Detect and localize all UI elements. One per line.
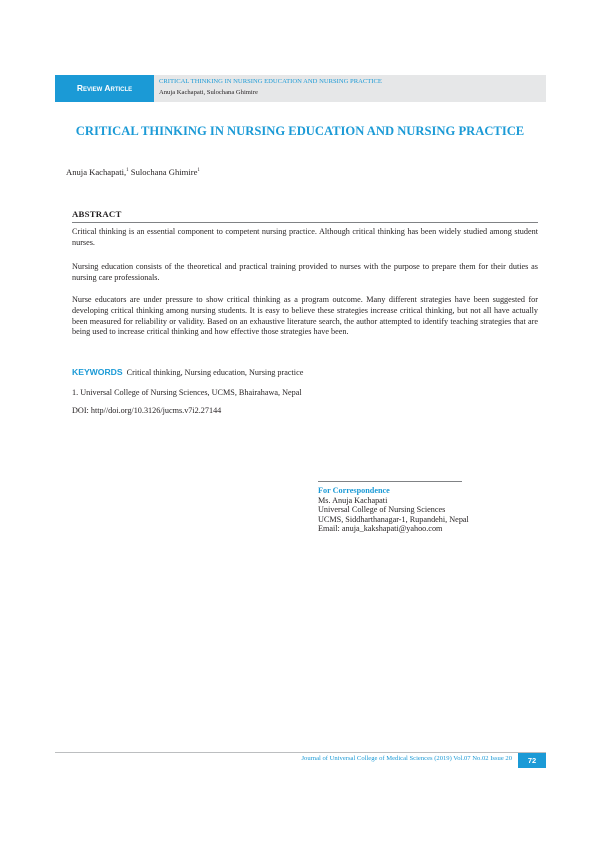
- keywords-label: KEYWORDS: [72, 367, 123, 377]
- abstract-paragraph: Critical thinking is an essential component to competent nursing practice. Although critical thinking has been widely studied among student nurses.: [72, 227, 538, 247]
- running-authors: Anuja Kachapati, Sulochana Ghimire: [159, 89, 258, 96]
- affiliation: 1. Universal College of Nursing Sciences, UCMS, Bhairahawa, Nepal: [72, 388, 302, 397]
- correspondence-email[interactable]: Email: anuja_kakshapati@yahoo.com: [318, 524, 443, 534]
- footer-divider: [55, 752, 546, 753]
- keywords-line: [72, 367, 303, 377]
- abstract-paragraph: Nursing education consists of the theoretical and practical training provided to nurses with the purpose to prepare them for their duties as nursing care professionals.: [72, 262, 538, 282]
- author-name: Sulochana Ghimire: [130, 167, 198, 177]
- keywords-text: Critical thinking, Nursing education, Nursing practice: [126, 368, 304, 377]
- correspondence-block: [318, 486, 469, 534]
- author-line: [66, 167, 200, 177]
- abstract-divider: [72, 222, 538, 223]
- abstract-heading: ABSTRACT: [72, 209, 122, 219]
- page-number: 72: [518, 753, 546, 768]
- article-title: CRITICAL THINKING IN NURSING EDUCATION AND NURSING PRACTICE: [75, 124, 525, 138]
- correspondence-line: UCMS, Siddharthanagar-1, Rupandehi, Nepal: [318, 514, 469, 524]
- author-name: Anuja Kachapati,: [66, 167, 127, 177]
- abstract-paragraph: Nurse educators are under pressure to show critical thinking as a program outcome. Many different strategies have been suggested for developing critical thinking among nursing students. It is easy to believe these strategies increase critical thinking, but not all have actually been measured for reliability or validity. Based on an exhaustive literature search, the author attempted to identify teaching strategies that are being used to increase critical thinking and how effective those strategies have been.: [72, 295, 538, 337]
- correspondence-line: Ms. Anuja Kachapati: [318, 495, 388, 505]
- section-label: Review Article: [55, 75, 154, 102]
- author-affiliation-mark: 1: [126, 168, 129, 174]
- correspondence-line: Universal College of Nursing Sciences: [318, 505, 446, 515]
- correspondence-heading: For Correspondence: [318, 486, 390, 495]
- author-affiliation-mark: 1: [197, 168, 200, 174]
- doi-link[interactable]: DOI: http//doi.org/10.3126/jucms.v7i2.27144: [72, 406, 222, 415]
- journal-citation: Journal of Universal College of Medical Sciences (2019) Vol.07 No.02 Issue 20: [301, 755, 512, 762]
- running-title: CRITICAL THINKING IN NURSING EDUCATION AND NURSING PRACTICE: [159, 78, 382, 85]
- correspondence-divider: [318, 481, 462, 482]
